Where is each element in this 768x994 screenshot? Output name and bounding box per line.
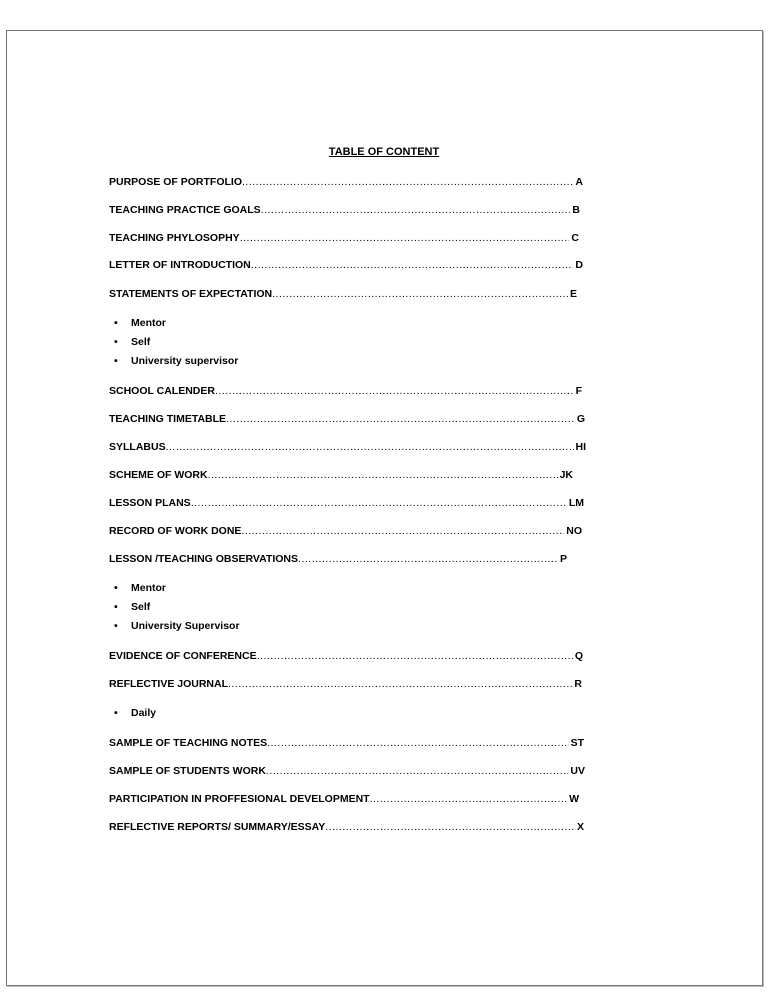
toc-entry[interactable] — [109, 288, 577, 302]
toc-entry[interactable] — [109, 525, 582, 539]
toc-sub-item-label: Mentor — [131, 317, 166, 329]
toc-entry-label: SAMPLE OF TEACHING NOTES — [109, 737, 268, 749]
toc-entry-label: EVIDENCE OF CONFERENCE — [109, 650, 257, 662]
dot-leader — [208, 469, 558, 481]
toc-entry[interactable] — [109, 678, 582, 692]
toc-entry[interactable] — [109, 413, 585, 427]
toc-entry-label: LESSON PLANS — [109, 497, 191, 509]
toc-entry-page: P — [559, 553, 567, 565]
dot-leader — [251, 259, 574, 271]
dot-leader — [266, 765, 568, 777]
dot-leader — [215, 385, 574, 397]
toc-sub-item-label: Self — [131, 336, 151, 348]
toc-entry-page: A — [575, 176, 583, 188]
toc-entry[interactable] — [109, 259, 583, 273]
bullet-icon: • — [114, 317, 118, 329]
toc-entry-page: B — [572, 204, 580, 216]
toc-entry[interactable] — [109, 385, 582, 399]
toc-entry-page: W — [569, 793, 579, 805]
toc-entry[interactable] — [109, 497, 584, 511]
toc-entry-page: ST — [570, 737, 584, 749]
dot-leader — [242, 176, 573, 188]
toc-entry-label: TEACHING PRACTICE GOALS — [109, 204, 261, 216]
toc-entry-label: TEACHING PHYLOSOPHY — [109, 232, 240, 244]
toc-entry-page: Q — [574, 650, 583, 662]
dot-leader — [166, 441, 574, 453]
toc-entry-page: C — [571, 232, 579, 244]
toc-entry-page: X — [576, 821, 584, 833]
toc-entry-page: F — [575, 385, 582, 397]
toc-entry-page: JK — [559, 469, 573, 481]
bullet-icon: • — [114, 336, 118, 348]
dot-leader — [272, 288, 568, 300]
toc-entry[interactable] — [109, 737, 584, 751]
toc-entry[interactable] — [109, 650, 583, 664]
toc-sub-item-label: Mentor — [131, 582, 166, 594]
toc-entry-label: LETTER OF INTRODUCTION — [109, 259, 251, 271]
dot-leader — [370, 793, 568, 805]
toc-entry[interactable] — [109, 204, 580, 218]
toc-entry-label: REFLECTIVE JOURNAL — [109, 678, 229, 690]
toc-entry-label: PARTICIPATION IN PROFFESIONAL DEVELOPMENT — [109, 793, 370, 805]
toc-entry-label: STATEMENTS OF EXPECTATION — [109, 288, 273, 300]
dot-leader — [241, 525, 564, 537]
toc-entry[interactable] — [109, 765, 585, 779]
toc-sub-item-label: Self — [131, 601, 151, 613]
dot-leader — [261, 204, 571, 216]
dot-leader — [267, 737, 568, 749]
toc-entry[interactable] — [109, 441, 586, 455]
dot-leader — [191, 497, 567, 509]
toc-entry-label: SAMPLE OF STUDENTS WORK — [109, 765, 266, 777]
toc-entry-page: E — [569, 288, 577, 300]
dot-leader — [226, 413, 575, 425]
dot-leader — [257, 650, 573, 662]
bullet-icon: • — [114, 355, 118, 367]
toc-entry-page: LM — [568, 497, 584, 509]
dot-leader — [325, 821, 575, 833]
toc-entry[interactable] — [109, 821, 584, 835]
toc-sub-item-label: University Supervisor — [131, 620, 240, 632]
toc-entry-page: HI — [575, 441, 586, 453]
toc-entry-page: R — [574, 678, 582, 690]
toc-entry-label: PURPOSE OF PORTFOLIO — [109, 176, 243, 188]
toc-entry-label: SCHEME OF WORK — [109, 469, 208, 481]
toc-entry-label: SCHOOL CALENDER — [109, 385, 215, 397]
bullet-icon: • — [114, 620, 118, 632]
bullet-icon: • — [114, 601, 118, 613]
toc-entry[interactable] — [109, 793, 579, 807]
toc-entry-page: G — [576, 413, 585, 425]
bullet-icon: • — [114, 707, 118, 719]
toc-entry-page: NO — [566, 525, 582, 537]
bullet-icon: • — [114, 582, 118, 594]
toc-title: TABLE OF CONTENT — [328, 146, 440, 158]
dot-leader — [240, 232, 570, 244]
toc-sub-item-label: University supervisor — [131, 355, 239, 367]
dot-leader — [298, 553, 558, 565]
toc-entry-label: SYLLABUS — [109, 441, 166, 453]
toc-entry-page: UV — [570, 765, 585, 777]
toc-entry[interactable] — [109, 553, 567, 567]
toc-entry-label: LESSON /TEACHING OBSERVATIONS — [109, 553, 299, 565]
toc-sub-item-label: Daily — [131, 707, 157, 719]
dot-leader — [228, 678, 572, 690]
toc-entry-label: RECORD OF WORK DONE — [109, 525, 242, 537]
toc-entry[interactable] — [109, 176, 583, 190]
toc-entry-label: REFLECTIVE REPORTS/ SUMMARY/ESSAY — [109, 821, 326, 833]
toc-entry-page: D — [575, 259, 583, 271]
toc-entry[interactable] — [109, 469, 573, 483]
toc-entry[interactable] — [109, 232, 579, 246]
toc-entry-label: TEACHING TIMETABLE — [109, 413, 227, 425]
